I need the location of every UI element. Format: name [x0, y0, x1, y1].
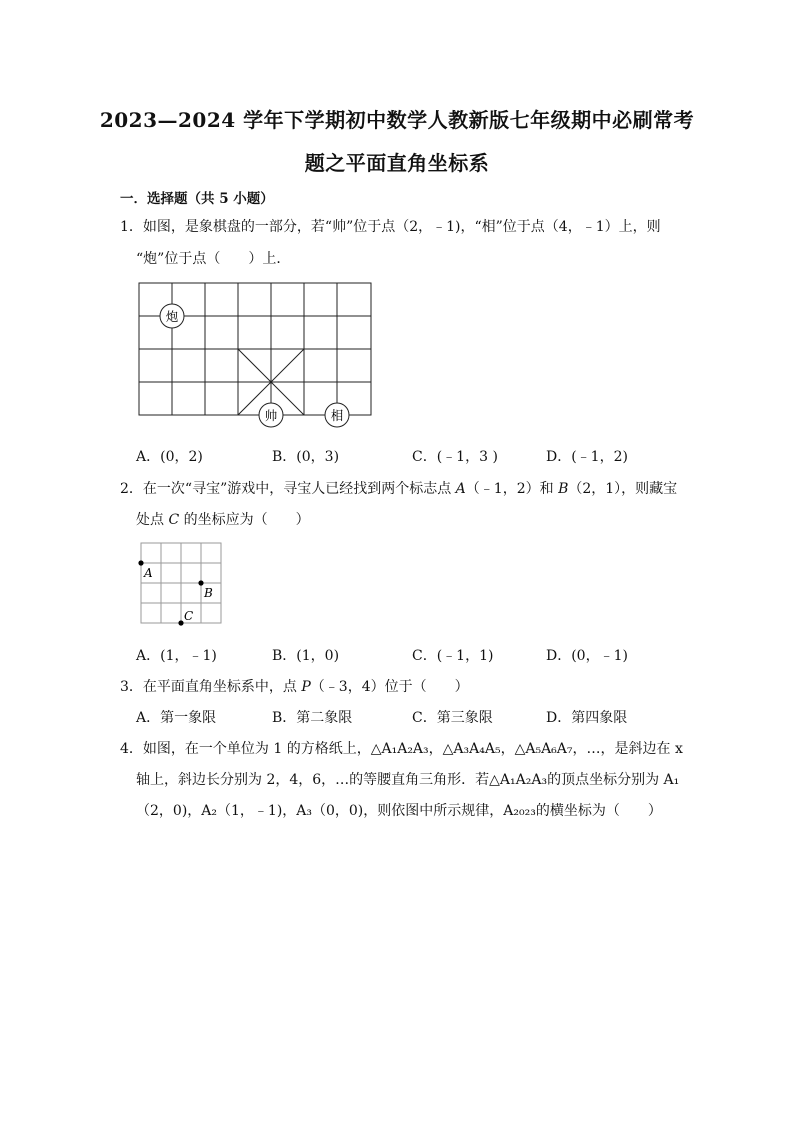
q1-text-line2: “炮”位于点（ ）上．	[136, 251, 291, 267]
q2-text-line2: 处点 C 的坐标应为（ ）	[136, 512, 310, 528]
q1-text-line1: 1．如图，是象棋盘的一部分，若“帅”位于点（2，﹣1)，“相”位于点（4，﹣1）上，则	[120, 219, 661, 235]
q4-text-line3: （2，0)，A₂（1，﹣1)，A₃（0，0)，则依图中所示规律，A₂₀₂₃的横坐标为（ ）	[136, 803, 662, 819]
q3-text: 3．在平面直角坐标系中，点 P（﹣3，4）位于（ ）	[120, 679, 469, 695]
label-a: A	[144, 566, 153, 580]
page-title-line1: 2023—2024 学年下学期初中数学人教新版七年级期中必刷常考	[99, 108, 695, 132]
q1-option-d[interactable]: D．(﹣1，2)	[546, 449, 628, 465]
q2-text-line1: 2．在一次“寻宝”游戏中，寻宝人已经找到两个标志点 A（﹣1，2）和 B（2，1），则藏宝	[120, 481, 678, 497]
piece-xiang	[325, 403, 349, 427]
page-title-line2: 题之平面直角坐标系	[304, 151, 490, 175]
q4-text-line1: 4．如图，在一个单位为 1 的方格纸上，△A₁A₂A₃，△A₃A₄A₅，△A₅A₆A₇，…，是斜边在 x	[120, 741, 683, 757]
q1-option-b[interactable]: B．(0，3)	[272, 449, 340, 465]
q2-option-c[interactable]: C．(﹣1，1)	[412, 648, 494, 664]
label-c: C	[184, 609, 194, 623]
q2-option-a[interactable]: A．(1，﹣1)	[136, 648, 217, 664]
point-b	[198, 580, 203, 585]
q3-option-b[interactable]: B．第二象限	[272, 710, 353, 726]
q1-option-c[interactable]: C．(﹣1，3 )	[412, 449, 498, 465]
piece-pao	[160, 304, 184, 328]
svg-text:相: 相	[330, 408, 344, 423]
piece-shuai	[259, 403, 283, 427]
q3-option-a[interactable]: A．第一象限	[136, 710, 217, 726]
treasure-grid-figure	[135, 538, 230, 630]
point-a	[138, 560, 143, 565]
q4-text-line2: 轴上，斜边长分别为 2，4，6，…的等腰直角三角形．若△A₁A₂A₃的顶点坐标分别为 A₁	[136, 772, 680, 788]
svg-text:炮: 炮	[165, 309, 179, 324]
q2-option-b[interactable]: B．(1，0)	[272, 648, 340, 664]
svg-text:帅: 帅	[264, 408, 278, 423]
section-heading: 一．选择题（共 5 小题）	[120, 191, 274, 207]
q3-option-d[interactable]: D．第四象限	[546, 710, 628, 726]
point-c	[178, 620, 183, 625]
label-b: B	[204, 586, 213, 600]
q3-option-c[interactable]: C．第三象限	[412, 710, 493, 726]
q1-option-a[interactable]: A．(0，2)	[136, 449, 203, 465]
q2-option-d[interactable]: D．(0，﹣1)	[546, 648, 628, 664]
chess-board-figure	[130, 278, 380, 430]
